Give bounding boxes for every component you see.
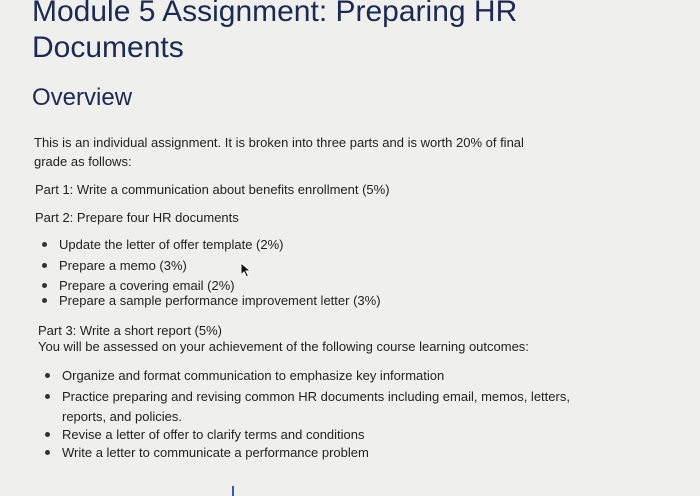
intro-text-line-1: This is an individual assignment. It is broken into three parts and is worth 20% of final <box>34 135 524 150</box>
outcomes-intro-text: You will be assessed on your achievement of the following course learning outcomes: <box>38 339 529 354</box>
part-1-text: Part 1: Write a communication about benefits enrollment (5%) <box>35 182 390 197</box>
outcome-item-2-continued: reports, and policies. <box>62 409 182 424</box>
bullet-dot <box>45 432 50 437</box>
bullet-dot <box>42 283 47 288</box>
bullet-dot <box>42 263 47 268</box>
overview-heading: Overview <box>32 84 133 111</box>
bullet-dot <box>42 298 47 303</box>
outcome-item-2: Practice preparing and revising common HR documents including email, memos, letters, <box>62 387 570 406</box>
part-2-item-4: Prepare a sample performance improvement letter (3%) <box>59 291 381 310</box>
part-2-item-3: Prepare a covering email (2%) <box>59 276 235 295</box>
outcome-item-1: Organize and format communication to emphasize key information <box>62 366 444 385</box>
bullet-dot <box>45 373 50 378</box>
intro-text-line-2: grade as follows: <box>34 154 132 169</box>
page-title: Module 5 Assignment: Preparing HR Documents <box>32 0 518 64</box>
part-2-item-1: Update the letter of offer template (2%) <box>59 235 284 254</box>
outcome-item-3: Revise a letter of offer to clarify terms and conditions <box>62 425 365 444</box>
arrow-cursor-icon <box>240 262 254 283</box>
part-2-text: Part 2: Prepare four HR documents <box>35 210 239 225</box>
part-2-item-2: Prepare a memo (3%) <box>59 256 187 275</box>
part-3-text: Part 3: Write a short report (5%) <box>38 323 222 338</box>
bullet-dot <box>45 450 50 455</box>
text-caret <box>232 486 234 496</box>
bullet-dot <box>42 242 47 247</box>
bullet-dot <box>45 394 50 399</box>
outcome-item-4: Write a letter to communicate a performance problem <box>62 443 369 462</box>
